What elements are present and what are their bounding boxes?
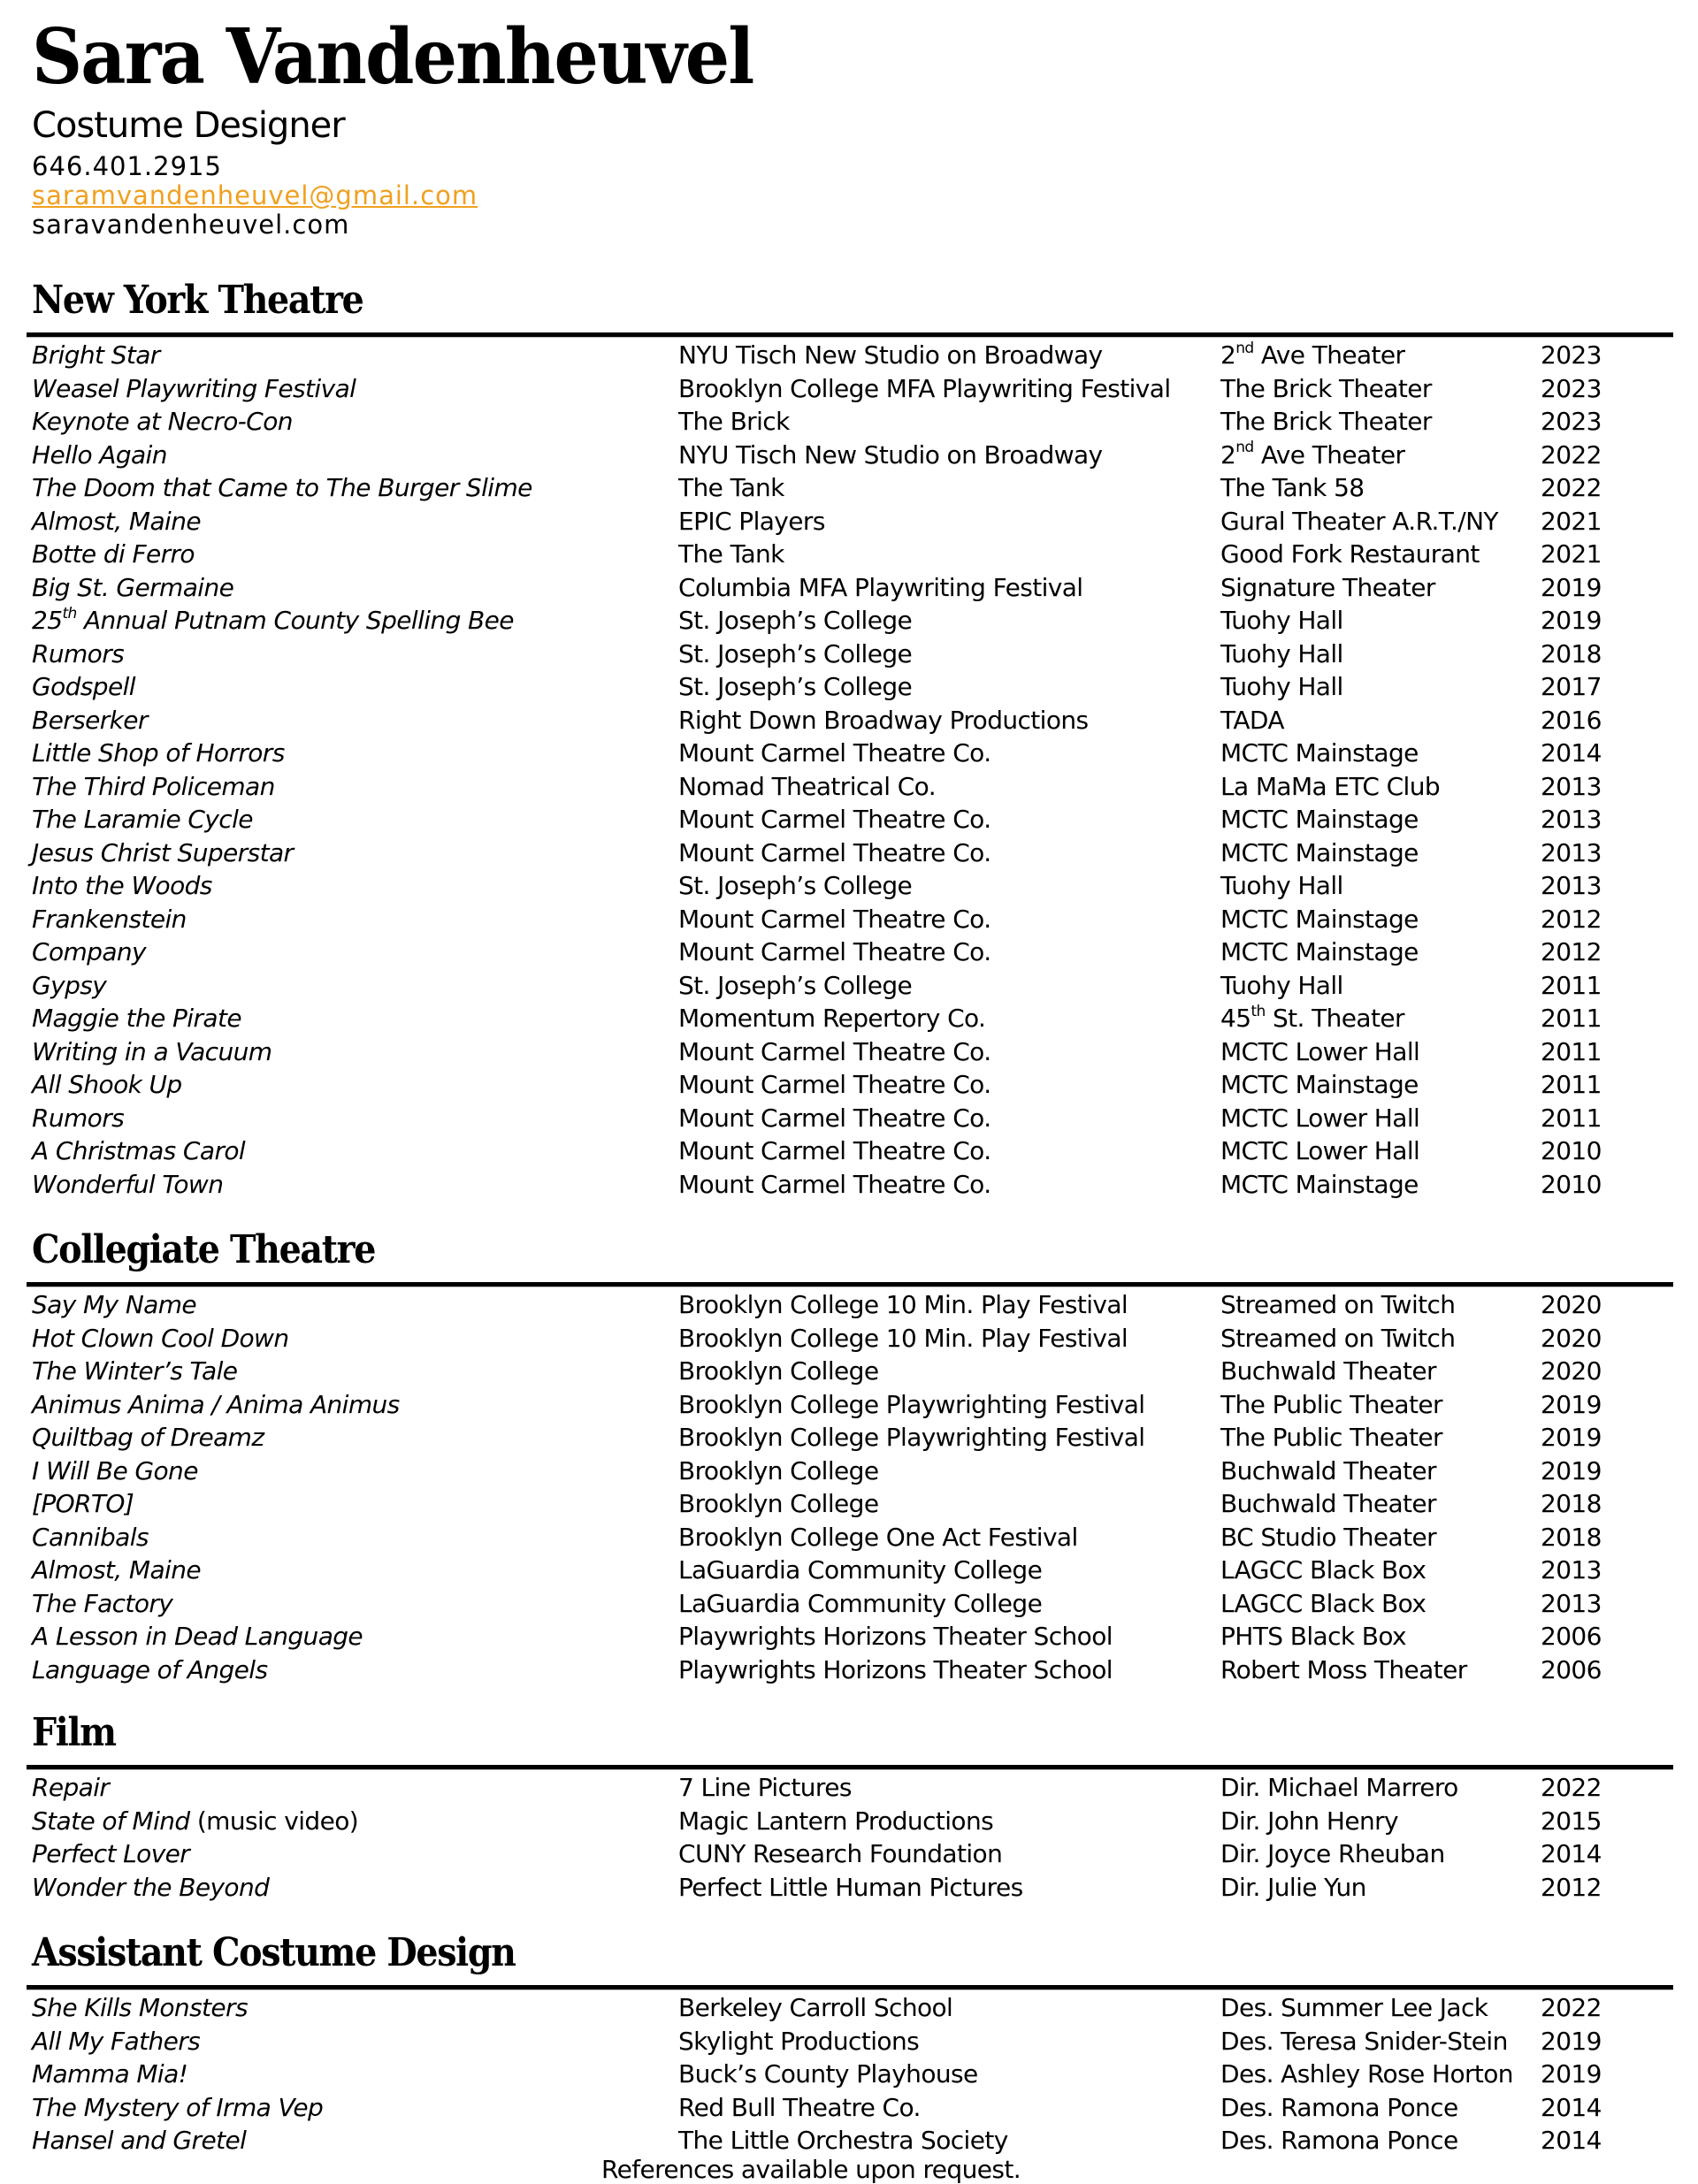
production-year: 2021 xyxy=(1541,539,1602,569)
venue-or-director: The Brick Theater xyxy=(1220,373,1432,403)
designer-name: Sara Vandenheuvel xyxy=(32,12,753,102)
producing-organization: Buck’s County Playhouse xyxy=(678,2059,978,2089)
section-heading: Assistant Costume Design xyxy=(32,1930,516,1975)
production-title: Gypsy xyxy=(32,970,107,1000)
production-year: 2013 xyxy=(1541,805,1602,834)
production-title: Writing in a Vacuum xyxy=(32,1036,272,1066)
venue-or-director: The Public Theater xyxy=(1220,1389,1442,1419)
producing-organization: The Tank xyxy=(678,473,784,502)
venue-or-director: MCTC Lower Hall xyxy=(1220,1103,1420,1133)
credit-row xyxy=(27,803,1673,836)
producing-organization: Skylight Productions xyxy=(678,2026,920,2056)
title-note: (music video) xyxy=(189,1806,359,1836)
venue-or-director: Dir. Joyce Rheuban xyxy=(1220,1839,1445,1868)
venue-or-director: Buchwald Theater xyxy=(1220,1356,1436,1386)
production-title: The Doom that Came to The Burger Slime xyxy=(32,473,532,502)
production-title: Godspell xyxy=(32,672,135,701)
section-heading: New York Theatre xyxy=(32,278,363,323)
credit-row xyxy=(27,638,1673,671)
credit-row xyxy=(27,339,1673,372)
producing-organization: Red Bull Theatre Co. xyxy=(678,2092,921,2122)
production-title: Say My Name xyxy=(32,1290,197,1319)
production-title: Hot Clown Cool Down xyxy=(32,1323,289,1353)
producing-organization: Perfect Little Human Pictures xyxy=(678,1872,1023,1902)
producing-organization: St. Joseph’s College xyxy=(678,871,913,900)
credit-row xyxy=(27,471,1673,505)
producing-organization: Right Down Broadway Productions xyxy=(678,705,1089,735)
venue-or-director: Des. Teresa Snider-Stein xyxy=(1220,2026,1508,2056)
venue-or-director: The Brick Theater xyxy=(1220,407,1432,436)
producing-organization: The Tank xyxy=(678,539,784,569)
credit-row xyxy=(27,505,1673,538)
credit-row xyxy=(27,869,1673,903)
production-title: Repair xyxy=(32,1773,110,1802)
section-heading: Collegiate Theatre xyxy=(32,1227,376,1272)
venue-or-director: Tuohy Hall xyxy=(1220,871,1343,900)
production-year: 2013 xyxy=(1541,1588,1602,1618)
credit-row xyxy=(27,1035,1673,1069)
production-year: 2022 xyxy=(1541,439,1602,470)
production-title: All My Fathers xyxy=(32,2026,201,2056)
producing-organization: LaGuardia Community College xyxy=(678,1588,1043,1618)
production-title: [PORTO] xyxy=(32,1489,134,1518)
venue-or-director: MCTC Mainstage xyxy=(1220,904,1419,934)
production-year: 2014 xyxy=(1541,2126,1602,2155)
venue-or-director: MCTC Mainstage xyxy=(1220,805,1419,834)
credit-row xyxy=(27,1421,1673,1455)
venue-or-director: Buchwald Theater xyxy=(1220,1455,1436,1485)
production-year: 2012 xyxy=(1541,904,1602,934)
producing-organization: Playwrights Horizons Theater School xyxy=(678,1654,1113,1684)
production-year: 2013 xyxy=(1541,837,1602,867)
production-title: 25th Annual Putnam County Spelling Bee xyxy=(32,604,514,635)
production-year: 2023 xyxy=(1541,340,1602,370)
credit-row xyxy=(27,1388,1673,1422)
venue-or-director: LAGCC Black Box xyxy=(1220,1555,1426,1585)
producing-organization: Mount Carmel Theatre Co. xyxy=(678,1070,991,1099)
producing-organization: Brooklyn College xyxy=(678,1489,879,1518)
credit-row xyxy=(27,1322,1673,1355)
producing-organization: St. Joseph’s College xyxy=(678,606,913,635)
credit-row xyxy=(27,1102,1673,1135)
producing-organization: Mount Carmel Theatre Co. xyxy=(678,738,991,767)
producing-organization: Brooklyn College One Act Festival xyxy=(678,1522,1078,1552)
production-title: Wonderful Town xyxy=(32,1169,224,1199)
production-title: State of Mind (music video) xyxy=(32,1806,359,1836)
venue-or-director: The Tank 58 xyxy=(1220,473,1365,502)
venue-or-director: Streamed on Twitch xyxy=(1220,1323,1456,1353)
producing-organization: Mount Carmel Theatre Co. xyxy=(678,805,991,834)
producing-organization: NYU Tisch New Studio on Broadway xyxy=(678,340,1103,370)
venue-or-director: MCTC Mainstage xyxy=(1220,1070,1419,1099)
production-title: A Christmas Carol xyxy=(32,1136,246,1165)
venue-or-director: Des. Ramona Ponce xyxy=(1220,2092,1458,2122)
credits-list xyxy=(27,1771,1673,1904)
credit-row xyxy=(27,439,1673,472)
credit-row xyxy=(27,1554,1673,1587)
venue-or-director: Des. Ashley Rose Horton xyxy=(1220,2059,1513,2089)
producing-organization: Mount Carmel Theatre Co. xyxy=(678,1136,991,1165)
production-year: 2006 xyxy=(1541,1654,1602,1684)
venue-or-director: Gural Theater A.R.T./NY xyxy=(1220,506,1498,536)
producing-organization: Brooklyn College MFA Playwriting Festival xyxy=(678,373,1171,403)
producing-organization: Mount Carmel Theatre Co. xyxy=(678,1169,991,1199)
production-title: The Winter’s Tale xyxy=(32,1356,238,1386)
credit-row xyxy=(27,836,1673,870)
production-year: 2012 xyxy=(1541,937,1602,966)
venue-or-director: Good Fork Restaurant xyxy=(1220,539,1480,569)
production-title: I Will Be Gone xyxy=(32,1455,198,1485)
credit-row xyxy=(27,1487,1673,1521)
producing-organization: Brooklyn College Playwrighting Festival xyxy=(678,1423,1145,1452)
production-title: The Factory xyxy=(32,1588,173,1618)
credit-row xyxy=(27,1068,1673,1102)
producing-organization: LaGuardia Community College xyxy=(678,1555,1043,1585)
credit-row xyxy=(27,2091,1673,2125)
production-year: 2019 xyxy=(1541,606,1602,635)
production-title: Wonder the Beyond xyxy=(32,1872,270,1902)
production-title: Almost, Maine xyxy=(32,1555,201,1585)
production-year: 2019 xyxy=(1541,1423,1602,1452)
venue-or-director: 2nd Ave Theater xyxy=(1220,339,1405,370)
venue-or-director: MCTC Mainstage xyxy=(1220,738,1419,767)
production-year: 2012 xyxy=(1541,1872,1602,1902)
producing-organization: Brooklyn College 10 Min. Play Festival xyxy=(678,1323,1128,1353)
production-title: The Third Policeman xyxy=(32,771,275,801)
production-year: 2020 xyxy=(1541,1356,1602,1386)
venue-or-director: BC Studio Theater xyxy=(1220,1522,1437,1552)
credits-list xyxy=(27,339,1673,1201)
producing-organization: Playwrights Horizons Theater School xyxy=(678,1622,1113,1651)
venue-or-director: Tuohy Hall xyxy=(1220,638,1343,668)
credit-row xyxy=(27,1587,1673,1621)
credit-row xyxy=(27,2025,1673,2058)
venue-or-director: MCTC Mainstage xyxy=(1220,937,1419,966)
venue-or-director: Tuohy Hall xyxy=(1220,606,1343,635)
producing-organization: CUNY Research Foundation xyxy=(678,1839,1003,1868)
production-title: Animus Anima / Anima Animus xyxy=(32,1389,400,1419)
producing-organization: Brooklyn College xyxy=(678,1356,879,1386)
credit-row xyxy=(27,670,1673,704)
credit-row xyxy=(27,903,1673,936)
venue-or-director: Buchwald Theater xyxy=(1220,1489,1436,1518)
producing-organization: Mount Carmel Theatre Co. xyxy=(678,1103,991,1133)
phone-number: 646.401.2915 xyxy=(32,151,222,181)
production-year: 2010 xyxy=(1541,1169,1602,1199)
production-title: Rumors xyxy=(32,1103,125,1133)
venue-or-director: MCTC Lower Hall xyxy=(1220,1036,1420,1066)
credit-row xyxy=(27,1521,1673,1554)
production-title: Frankenstein xyxy=(32,904,187,934)
production-year: 2014 xyxy=(1541,1839,1602,1868)
email-link[interactable]: saramvandenheuvel@gmail.com xyxy=(32,180,478,210)
production-title: Jesus Christ Superstar xyxy=(32,837,294,867)
production-title: Keynote at Necro-Con xyxy=(32,407,293,436)
producing-organization: Brooklyn College 10 Min. Play Festival xyxy=(678,1290,1128,1319)
venue-or-director: Dir. Michael Marrero xyxy=(1220,1773,1458,1802)
credit-row xyxy=(27,1355,1673,1388)
credit-row xyxy=(27,2124,1673,2157)
production-year: 2014 xyxy=(1541,738,1602,767)
section-divider xyxy=(27,332,1673,338)
production-year: 2013 xyxy=(1541,771,1602,801)
production-title: Hansel and Gretel xyxy=(32,2126,247,2155)
production-year: 2020 xyxy=(1541,1323,1602,1353)
production-title: Little Shop of Horrors xyxy=(32,738,285,767)
venue-or-director: LAGCC Black Box xyxy=(1220,1588,1426,1618)
producing-organization: St. Joseph’s College xyxy=(678,970,913,1000)
credit-row xyxy=(27,405,1673,439)
venue-or-director: MCTC Mainstage xyxy=(1220,1169,1419,1199)
production-title: Almost, Maine xyxy=(32,506,201,536)
venue-or-director: Streamed on Twitch xyxy=(1220,1290,1456,1319)
venue-or-director: 45th St. Theater xyxy=(1220,1002,1404,1033)
production-title: Perfect Lover xyxy=(32,1839,190,1868)
production-title: A Lesson in Dead Language xyxy=(32,1622,363,1651)
production-title: Mamma Mia! xyxy=(32,2059,188,2089)
producing-organization: Berkeley Carroll School xyxy=(678,1993,953,2022)
credit-row xyxy=(27,737,1673,770)
credit-row xyxy=(27,1805,1673,1838)
production-year: 2013 xyxy=(1541,871,1602,900)
venue-or-director: Tuohy Hall xyxy=(1220,672,1343,701)
credit-row xyxy=(27,1134,1673,1168)
production-title: Big St. Germaine xyxy=(32,572,234,602)
production-title: Rumors xyxy=(32,638,125,668)
production-title: The Mystery of Irma Vep xyxy=(32,2092,324,2122)
credit-row xyxy=(27,935,1673,969)
production-year: 2018 xyxy=(1541,638,1602,668)
production-year: 2019 xyxy=(1541,572,1602,602)
producing-organization: NYU Tisch New Studio on Broadway xyxy=(678,439,1103,470)
production-title: She Kills Monsters xyxy=(32,1993,248,2022)
production-year: 2021 xyxy=(1541,506,1602,536)
producing-organization: 7 Line Pictures xyxy=(678,1773,852,1802)
production-title: Weasel Playwriting Festival xyxy=(32,373,356,403)
producing-organization: St. Joseph’s College xyxy=(678,672,913,701)
venue-or-director: Tuohy Hall xyxy=(1220,970,1343,1000)
production-year: 2010 xyxy=(1541,1136,1602,1165)
production-year: 2006 xyxy=(1541,1622,1602,1651)
venue-or-director: Signature Theater xyxy=(1220,572,1435,602)
production-title: The Laramie Cycle xyxy=(32,805,253,834)
credits-list xyxy=(27,1991,1673,2157)
producing-organization: EPIC Players xyxy=(678,506,825,536)
producing-organization: Mount Carmel Theatre Co. xyxy=(678,904,991,934)
production-title: Quiltbag of Dreamz xyxy=(32,1423,264,1452)
production-title: Into the Woods xyxy=(32,871,212,900)
venue-or-director: Des. Ramona Ponce xyxy=(1220,2126,1458,2155)
production-title: Berserker xyxy=(32,705,148,735)
producing-organization: St. Joseph’s College xyxy=(678,638,913,668)
job-title: Costume Designer xyxy=(32,105,345,146)
producing-organization: Mount Carmel Theatre Co. xyxy=(678,1036,991,1066)
section-divider xyxy=(27,1765,1673,1770)
producing-organization: The Little Orchestra Society xyxy=(678,2126,1008,2155)
venue-or-director: Des. Summer Lee Jack xyxy=(1220,1993,1488,2022)
credit-row xyxy=(27,1168,1673,1202)
producing-organization: Magic Lantern Productions xyxy=(678,1806,994,1836)
credit-row xyxy=(27,571,1673,605)
credit-row xyxy=(27,704,1673,737)
venue-or-director: 2nd Ave Theater xyxy=(1220,439,1405,470)
credit-row xyxy=(27,1991,1673,2025)
production-year: 2019 xyxy=(1541,1389,1602,1419)
credit-row xyxy=(27,1653,1673,1687)
website-url: saravandenheuvel.com xyxy=(32,210,350,240)
venue-or-director: MCTC Lower Hall xyxy=(1220,1136,1420,1165)
production-title: Company xyxy=(32,937,147,966)
credit-row xyxy=(27,2058,1673,2091)
production-year: 2019 xyxy=(1541,2026,1602,2056)
venue-or-director: TADA xyxy=(1220,705,1284,735)
production-year: 2022 xyxy=(1541,1773,1602,1802)
credit-row xyxy=(27,1837,1673,1871)
production-year: 2013 xyxy=(1541,1555,1602,1585)
credit-row xyxy=(27,969,1673,1003)
production-year: 2020 xyxy=(1541,1290,1602,1319)
credit-row xyxy=(27,1455,1673,1488)
section-divider xyxy=(27,1985,1673,1990)
production-title: Bright Star xyxy=(32,340,160,370)
production-title: Language of Angels xyxy=(32,1654,268,1684)
production-year: 2014 xyxy=(1541,2092,1602,2122)
section-heading: Film xyxy=(32,1710,116,1755)
production-title: All Shook Up xyxy=(32,1070,182,1099)
venue-or-director: Robert Moss Theater xyxy=(1220,1654,1467,1684)
producing-organization: Nomad Theatrical Co. xyxy=(678,771,937,801)
production-title: Cannibals xyxy=(32,1522,149,1552)
producing-organization: Brooklyn College Playwrighting Festival xyxy=(678,1389,1145,1419)
producing-organization: The Brick xyxy=(678,407,790,436)
producing-organization: Momentum Repertory Co. xyxy=(678,1004,986,1033)
production-year: 2011 xyxy=(1541,1036,1602,1066)
production-year: 2015 xyxy=(1541,1806,1602,1836)
production-year: 2016 xyxy=(1541,705,1602,735)
venue-or-director: PHTS Black Box xyxy=(1220,1622,1407,1651)
producing-organization: Mount Carmel Theatre Co. xyxy=(678,937,991,966)
credit-row xyxy=(27,770,1673,804)
production-year: 2018 xyxy=(1541,1522,1602,1552)
venue-or-director: La MaMa ETC Club xyxy=(1220,771,1441,801)
production-year: 2019 xyxy=(1541,1455,1602,1485)
credit-row xyxy=(27,604,1673,638)
production-year: 2023 xyxy=(1541,407,1602,436)
credit-row xyxy=(27,538,1673,571)
production-year: 2011 xyxy=(1541,970,1602,1000)
venue-or-director: MCTC Mainstage xyxy=(1220,837,1419,867)
producing-organization: Brooklyn College xyxy=(678,1455,879,1485)
credits-list xyxy=(27,1288,1673,1686)
production-year: 2011 xyxy=(1541,1070,1602,1099)
references-note: References available upon request. xyxy=(601,2155,1021,2184)
venue-or-director: The Public Theater xyxy=(1220,1423,1442,1452)
venue-or-director: Dir. John Henry xyxy=(1220,1806,1398,1836)
credit-row xyxy=(27,1002,1673,1035)
credit-row xyxy=(27,1288,1673,1322)
section-divider xyxy=(27,1282,1673,1287)
production-year: 2022 xyxy=(1541,1993,1602,2022)
production-year: 2023 xyxy=(1541,373,1602,403)
credit-row xyxy=(27,1620,1673,1653)
production-year: 2011 xyxy=(1541,1004,1602,1033)
producing-organization: Mount Carmel Theatre Co. xyxy=(678,837,991,867)
production-year: 2022 xyxy=(1541,473,1602,502)
production-year: 2011 xyxy=(1541,1103,1602,1133)
credit-row xyxy=(27,1771,1673,1805)
production-year: 2017 xyxy=(1541,672,1602,701)
production-title: Maggie the Pirate xyxy=(32,1004,241,1033)
producing-organization: Columbia MFA Playwriting Festival xyxy=(678,572,1083,602)
venue-or-director: Dir. Julie Yun xyxy=(1220,1872,1366,1902)
production-title: Botte di Ferro xyxy=(32,539,195,569)
credit-row xyxy=(27,1871,1673,1905)
production-title: Hello Again xyxy=(32,439,167,470)
credit-row xyxy=(27,372,1673,406)
production-year: 2019 xyxy=(1541,2059,1602,2089)
production-year: 2018 xyxy=(1541,1489,1602,1518)
